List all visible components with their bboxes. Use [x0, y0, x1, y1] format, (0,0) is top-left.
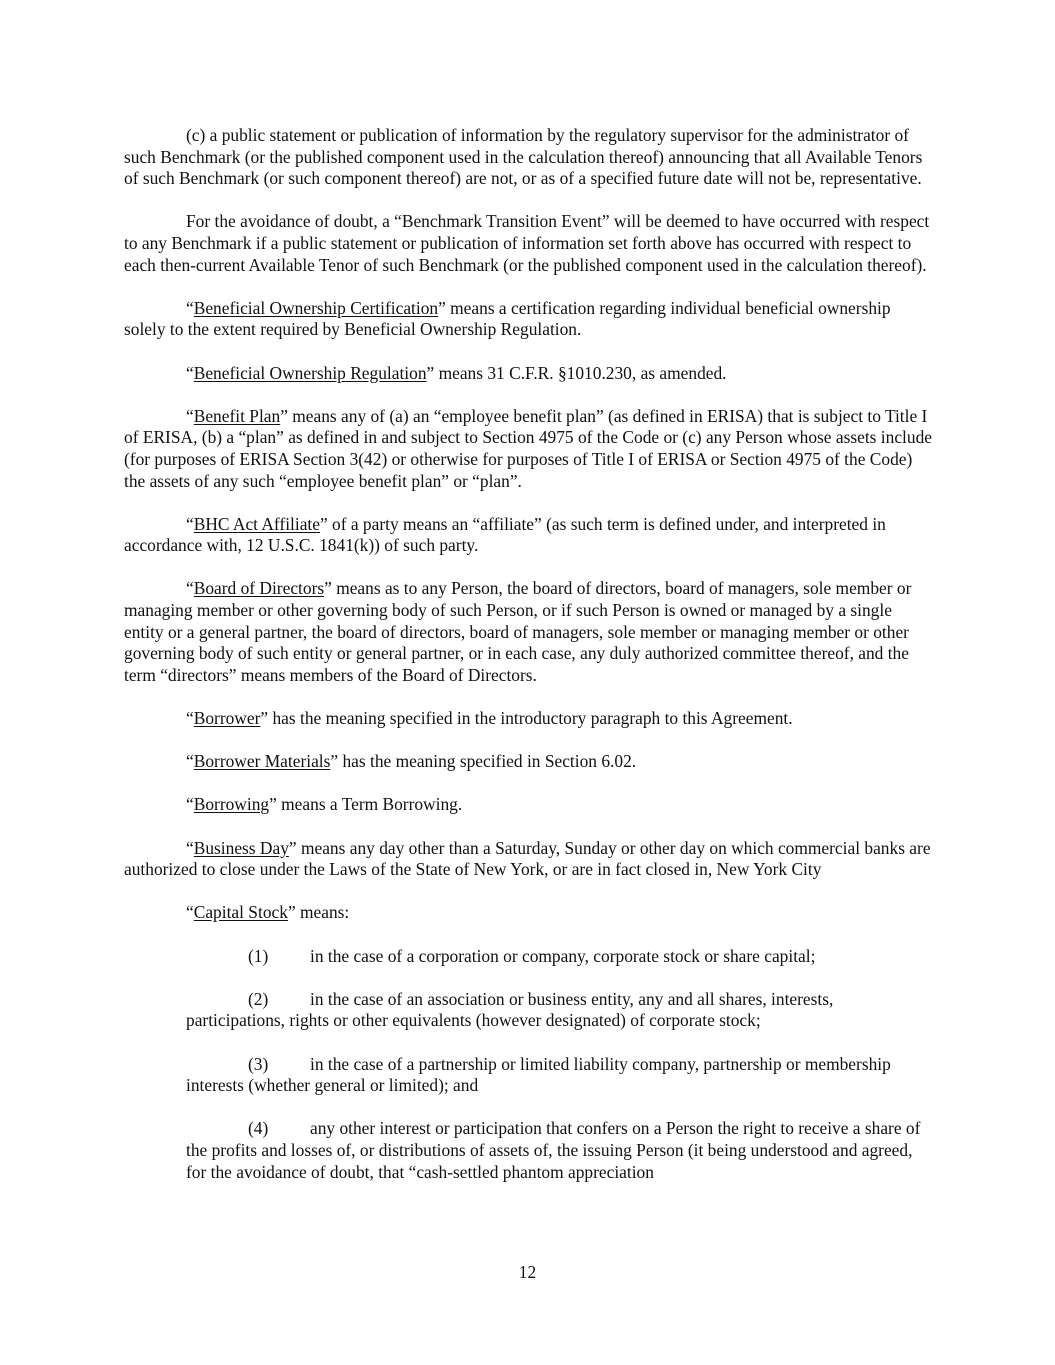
definition-capital-stock — [124, 902, 934, 924]
defined-term: Beneficial Ownership Regulation — [193, 362, 427, 383]
definition-text: ” has the meaning specified in Section 6.02. — [330, 751, 637, 772]
open-quote: “ — [186, 513, 194, 534]
open-quote: “ — [186, 837, 194, 858]
capital-stock-item-3 — [186, 1054, 934, 1097]
open-quote: “ — [186, 751, 194, 772]
open-quote: “ — [186, 362, 194, 383]
definition-bhc-act-affiliate — [124, 514, 934, 557]
capital-stock-item-4 — [186, 1118, 934, 1183]
defined-term: Business Day — [193, 837, 289, 858]
definition-text: ” has the meaning specified in the introductory paragraph to this Agreement. — [260, 708, 793, 729]
item-number: (3) — [248, 1053, 269, 1074]
item-number: (1) — [248, 945, 269, 966]
definition-beneficial-ownership-regulation — [124, 363, 934, 385]
open-quote: “ — [186, 708, 194, 729]
definition-board-of-directors — [124, 578, 934, 686]
item-text: in the case of a partnership or limited liability company, partnership or membership interests (whether general or limited); and — [186, 1053, 891, 1096]
definition-text: ” means a certification regarding individual beneficial ownership solely to the extent required by Beneficial Ownership Regulation. — [124, 297, 891, 340]
item-text: in the case of an association or business entity, any and all shares, interests, participations, rights or other equivalents (however designated) of corporate stock; — [186, 988, 834, 1031]
capital-stock-item-1 — [186, 946, 934, 968]
definition-business-day — [124, 838, 934, 881]
defined-term: BHC Act Affiliate — [193, 513, 320, 534]
open-quote: “ — [186, 902, 194, 923]
defined-term: Benefit Plan — [193, 405, 281, 426]
definition-text: ” means any day other than a Saturday, Sunday or other day on which commercial banks are authorized to close under the Laws of the State of New York, or are in fact closed in, New York City — [124, 837, 931, 880]
definition-text: ” means 31 C.F.R. §1010.230, as amended. — [426, 362, 727, 383]
defined-term: Board of Directors — [193, 578, 325, 599]
definition-text: ” means: — [287, 902, 350, 923]
item-number: (2) — [248, 988, 269, 1009]
paragraph-clause-c: (c) a public statement or publication of information by the regulatory supervisor for the administrator of such Benchmark (or the published component used in the calculation thereof) announcing that all Available Tenors of such Benchmark (or such component thereof) are not, or as of a specified future date will not be, representative. — [124, 125, 923, 189]
defined-term: Borrower — [193, 708, 261, 729]
capital-stock-item-2 — [186, 989, 934, 1032]
definition-text: ” of a party means an “affiliate” (as such term is defined under, and interpreted in accordance with, 12 U.S.C. 1841(k)) of such party. — [124, 513, 886, 556]
definition-text: ” means as to any Person, the board of directors, board of managers, sole member or managing member or other governing body of such Person, or if such Person is owned or managed by a single entity or a general partner, the board of directors, board of managers, sole member or managing member or other governing body of such entity or general partner, or in each case, any duly authorized committee thereof, and the term “directors” means members of the Board of Directors. — [124, 578, 912, 685]
definition-text: ” means a Term Borrowing. — [269, 794, 463, 815]
item-text: in the case of a corporation or company, corporate stock or share capital; — [310, 945, 816, 966]
defined-term: Borrowing — [193, 794, 270, 815]
item-text: any other interest or participation that confers on a Person the right to receive a share of the profits and losses of, or distributions of assets of, the issuing Person (it being understood and agreed, for the avoidance of doubt, that “cash-settled phantom appreciation — [186, 1118, 921, 1182]
open-quote: “ — [186, 297, 194, 318]
definition-text: ” means any of (a) an “employee benefit plan” (as defined in ERISA) that is subject to Title I of ERISA, (b) a “plan” as defined in and subject to Section 4975 of the Code or (c) any Person whose assets include (for purposes of ERISA Section 3(42) or otherwise for purposes of Title I of ERISA or Section 4975 of the Code) the assets of any such “employee benefit plan” or “plan”. — [124, 405, 932, 491]
definition-benefit-plan — [124, 406, 934, 492]
paragraph-avoidance-of-doubt: For the avoidance of doubt, a “Benchmark Transition Event” will be deemed to have occurred with respect to any Benchmark if a public statement or publication of information set forth above has occurred with respect to each then-current Available Tenor of such Benchmark (or the published component used in the calculation thereof). — [124, 211, 930, 275]
defined-term: Capital Stock — [193, 902, 288, 923]
document-body — [124, 125, 934, 1205]
defined-term: Beneficial Ownership Certification — [193, 297, 439, 318]
defined-term: Borrower Materials — [193, 751, 331, 772]
open-quote: “ — [186, 794, 194, 815]
item-number: (4) — [248, 1118, 269, 1139]
open-quote: “ — [186, 578, 194, 599]
definition-borrower — [124, 708, 934, 730]
page-number: 12 — [518, 1262, 537, 1282]
definition-beneficial-ownership-certification — [124, 298, 934, 341]
definition-borrowing — [124, 794, 934, 816]
open-quote: “ — [186, 405, 194, 426]
definition-borrower-materials — [124, 751, 934, 773]
